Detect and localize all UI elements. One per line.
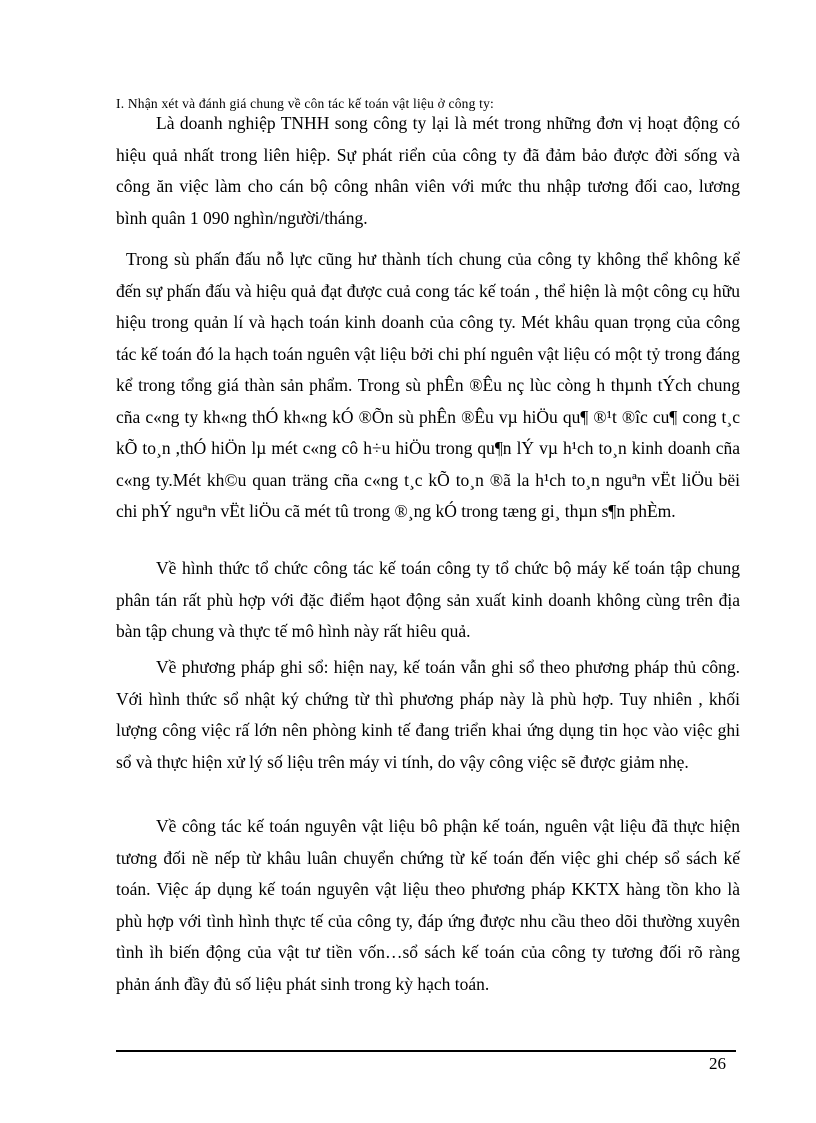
- paragraph-2: Trong sù phấn đấu nỗ lực cũng hư thành tích chung của công ty không thể không kể đến sự phấn đấu và hiệu quả đạt được cuả cong tác kế toán , thể hiện là một công cụ hữu hiệu trong quản lí và hạch toán kinh doanh của công ty. Mét khâu quan trọng của công tác kế toán đó la hạch toán nguên vật liệu bởi chi phí nguên vật liệu có một tỷ trong đáng kể trong tổng giá thàn sản phẩm. Trong sù phÊn ®Êu nç lùc còng h thµnh tÝch chung cña c«ng ty kh«ng thÓ kh«ng kÓ ®Õn sù phÊn ®Êu vµ hiÖu qu¶ ®¹t ®îc cu¶ cong t¸c kÕ to¸n ,thÓ hiÖn lµ mét c«ng cô h÷u hiÖu trong qu¶n lÝ vµ h¹ch to¸n kinh doanh cña c«ng ty.Mét kh©u quan träng cña c«ng t¸c kÕ to¸n ®ã la h¹ch to¸n nguªn vËt liÖu bëi chi phÝ nguªn vËt liÖu cã mét tû trong ®¸ng kÓ trong tæng gi¸ thµn s¶n phÈm.: [116, 249, 740, 521]
- paragraph-1: Là doanh nghiệp TNHH song công ty lại là mét trong những đơn vị hoạt động có hiệu quả nhất trong liên hiệp. Sự phát riển của công ty đã đảm bảo được đời sống và công ăn việc làm cho cán bộ công nhân viên với mức thu nhập tương đối cao, lương bình quân 1 090 nghìn/người/tháng.: [116, 113, 740, 228]
- paragraph-5: Về công tác kế toán nguyên vật liệu bô phận kế toán, nguên vật liệu đã thực hiện tương đối nề nếp từ khâu luân chuyển chứng từ kế toán đến việc ghi chép sổ sách kế toán. Việc áp dụng kế toán nguyên vật liệu theo phương pháp KKTX hàng tồn kho là phù hợp với tình hình thực tế của công ty, đáp ứng được nhu cầu theo dõi thường xuyên tình ìh biến động của vật tư tiền vốn…sổ sách kế toán của công ty tương đối rõ ràng phản ánh đầy đủ số liệu phát sinh trong kỳ hạch toán.: [116, 816, 740, 994]
- paragraph-4: Về phương pháp ghi sổ: hiện nay, kế toán vẫn ghi sổ theo phương pháp thủ công. Với hình thức sổ nhật ký chứng từ thì phương pháp này là phù hợp. Tuy nhiên , khối lượng công việc rấ lớn nên phòng kinh tế đang triển khai ứng dụng tin học vào việc ghi sổ và thực hiện xử lý số liệu trên máy vi tính, do vậy công việc sẽ được giảm nhẹ.: [116, 657, 740, 772]
- footer-rule: [116, 1050, 736, 1052]
- section-heading: I. Nhận xét và đánh giá chung về côn tác kế toán vật liệu ở công ty:: [116, 96, 494, 111]
- page-number: 26: [709, 1054, 726, 1073]
- paragraph-3: Về hình thức tổ chức công tác kế toán công ty tổ chức bộ máy kế toán tập chung phân tán rất phù hợp với đặc điểm hạot động sản xuất kinh doanh không cùng trên địa bàn tập chung và thực tế mô hình này rất hiêu quả.: [116, 558, 740, 641]
